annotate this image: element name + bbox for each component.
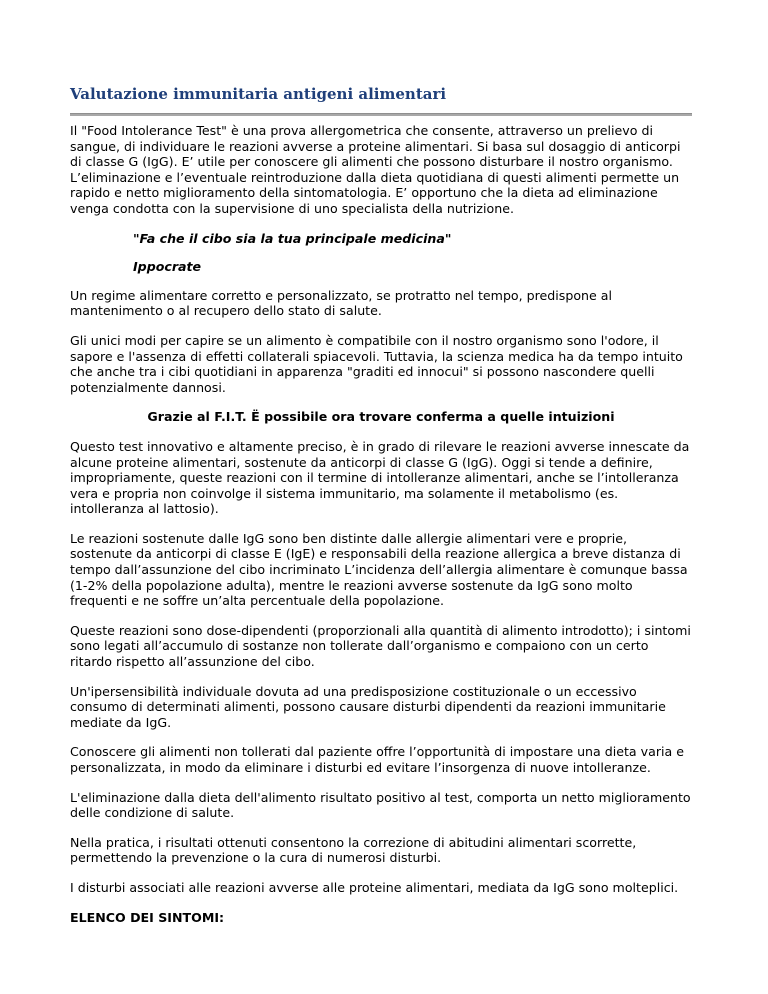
paragraph-conoscere: Conoscere gli alimenti non tollerati dal paziente offre l’opportunità di impostare una dieta varia e personalizzata, in modo da eliminare i disturbi ed evitare l’insorgenza di nuove intolleranze. (70, 744, 684, 775)
paragraph-pratica: Nella pratica, i risultati ottenuti consentono la correzione di abitudini alimentari scorrette, permettendo la prevenzione o la cura di numerosi disturbi. (70, 834, 637, 866)
paragraph-eliminazione: L'eliminazione dalla dieta dell'alimento risultato positivo al test, comporta un netto miglioramento delle condizione di salute. (70, 789, 691, 821)
paragraph-reazioni-igg: Le reazioni sostenute dalle IgG sono ben distinte dalle allergie alimentari vere e proprie, sostenute da anticorpi di classe E (IgE) e responsabili della reazione allergica a breve distanza di tempo dall’assunzione del cibo incriminato L’incidenza dell’allergia alimentare è comunque bassa (1-2% della popolazione adulta), mentre le reazioni avverse sostenute da IgG sono molto frequenti e ne soffre un’alta percentuale della popolazione. (70, 530, 688, 609)
page-title: Valutazione immunitaria antigeni alimentari (70, 85, 447, 103)
quote-text: "Fa che il cibo sia la tua principale medicina" (133, 230, 452, 246)
paragraph-intro: Il "Food Intolerance Test" è una prova allergometrica che consente, attraverso un prelievo di sangue, di individuare le reazioni avverse a proteine alimentari. Si basa sul dosaggio di anticorpi di classe G (IgG). E’ utile per conoscere gli alimenti che possono disturbare il nostro organismo. L’eliminazione e l’eventuale reintroduzione dalla dieta quotidiana di questi alimenti permette un rapido e netto miglioramento della sintomatologia. E’ opportuno che la dieta ad eliminazione venga condotta con la supervisione di uno specialista della nutrizione. (70, 123, 681, 216)
paragraph-disturbi: I disturbi associati alle reazioni avverse alle proteine alimentari, mediata da IgG sono molteplici. (70, 879, 679, 895)
paragraph-regime: Un regime alimentare corretto e personalizzato, se protratto nel tempo, predispone al mantenimento o al recupero dello stato di salute. (70, 287, 612, 319)
paragraph-test: Questo test innovativo e altamente preciso, è in grado di rilevare le reazioni avverse innescate da alcune proteine alimentari, sostenute da anticorpi di classe G (IgG). Oggi si tende a definire, impropriamente, queste reazioni con il termine di intolleranze alimentari, anche se l’intolleranza vera e propria non coinvolge il sistema immunitario, ma solamente il metabolismo (es. intolleranza al lattosio). (70, 438, 690, 517)
paragraph-modi: Gli unici modi per capire se un alimento è compatibile con il nostro organismo sono l'odore, il sapore e l'assenza di effetti collaterali spiacevoli. Tuttavia, la scienza medica ha da tempo intuito che anche tra i cibi quotidiani in apparenza "graditi ed innocui" si possono nascondere quelli potenzialmente dannosi. (70, 332, 683, 395)
quote-author: Ippocrate (133, 259, 202, 275)
highlight-text: Grazie al F.I.T. Ë possibile ora trovare conferma a quelle intuizioni (147, 409, 615, 425)
paragraph-ipersensibilita: Un'ipersensibilità individuale dovuta ad una predisposizione costituzionale o un eccessivo consumo di determinati alimenti, possono causare disturbi dipendenti da reazioni immunitarie mediate da IgG. (70, 683, 666, 730)
title-divider (70, 113, 692, 116)
document-page (70, 84, 692, 939)
paragraph-dose: Queste reazioni sono dose-dipendenti (proporzionali alla quantità di alimento introdotto); i sintomi sono legati all’accumulo di sostanze non tollerate dall’organismo e compaiono con un certo ritardo rispetto all’assunzione del cibo. (70, 622, 691, 670)
symptoms-heading: ELENCO DEI SINTOMI: (70, 909, 225, 925)
